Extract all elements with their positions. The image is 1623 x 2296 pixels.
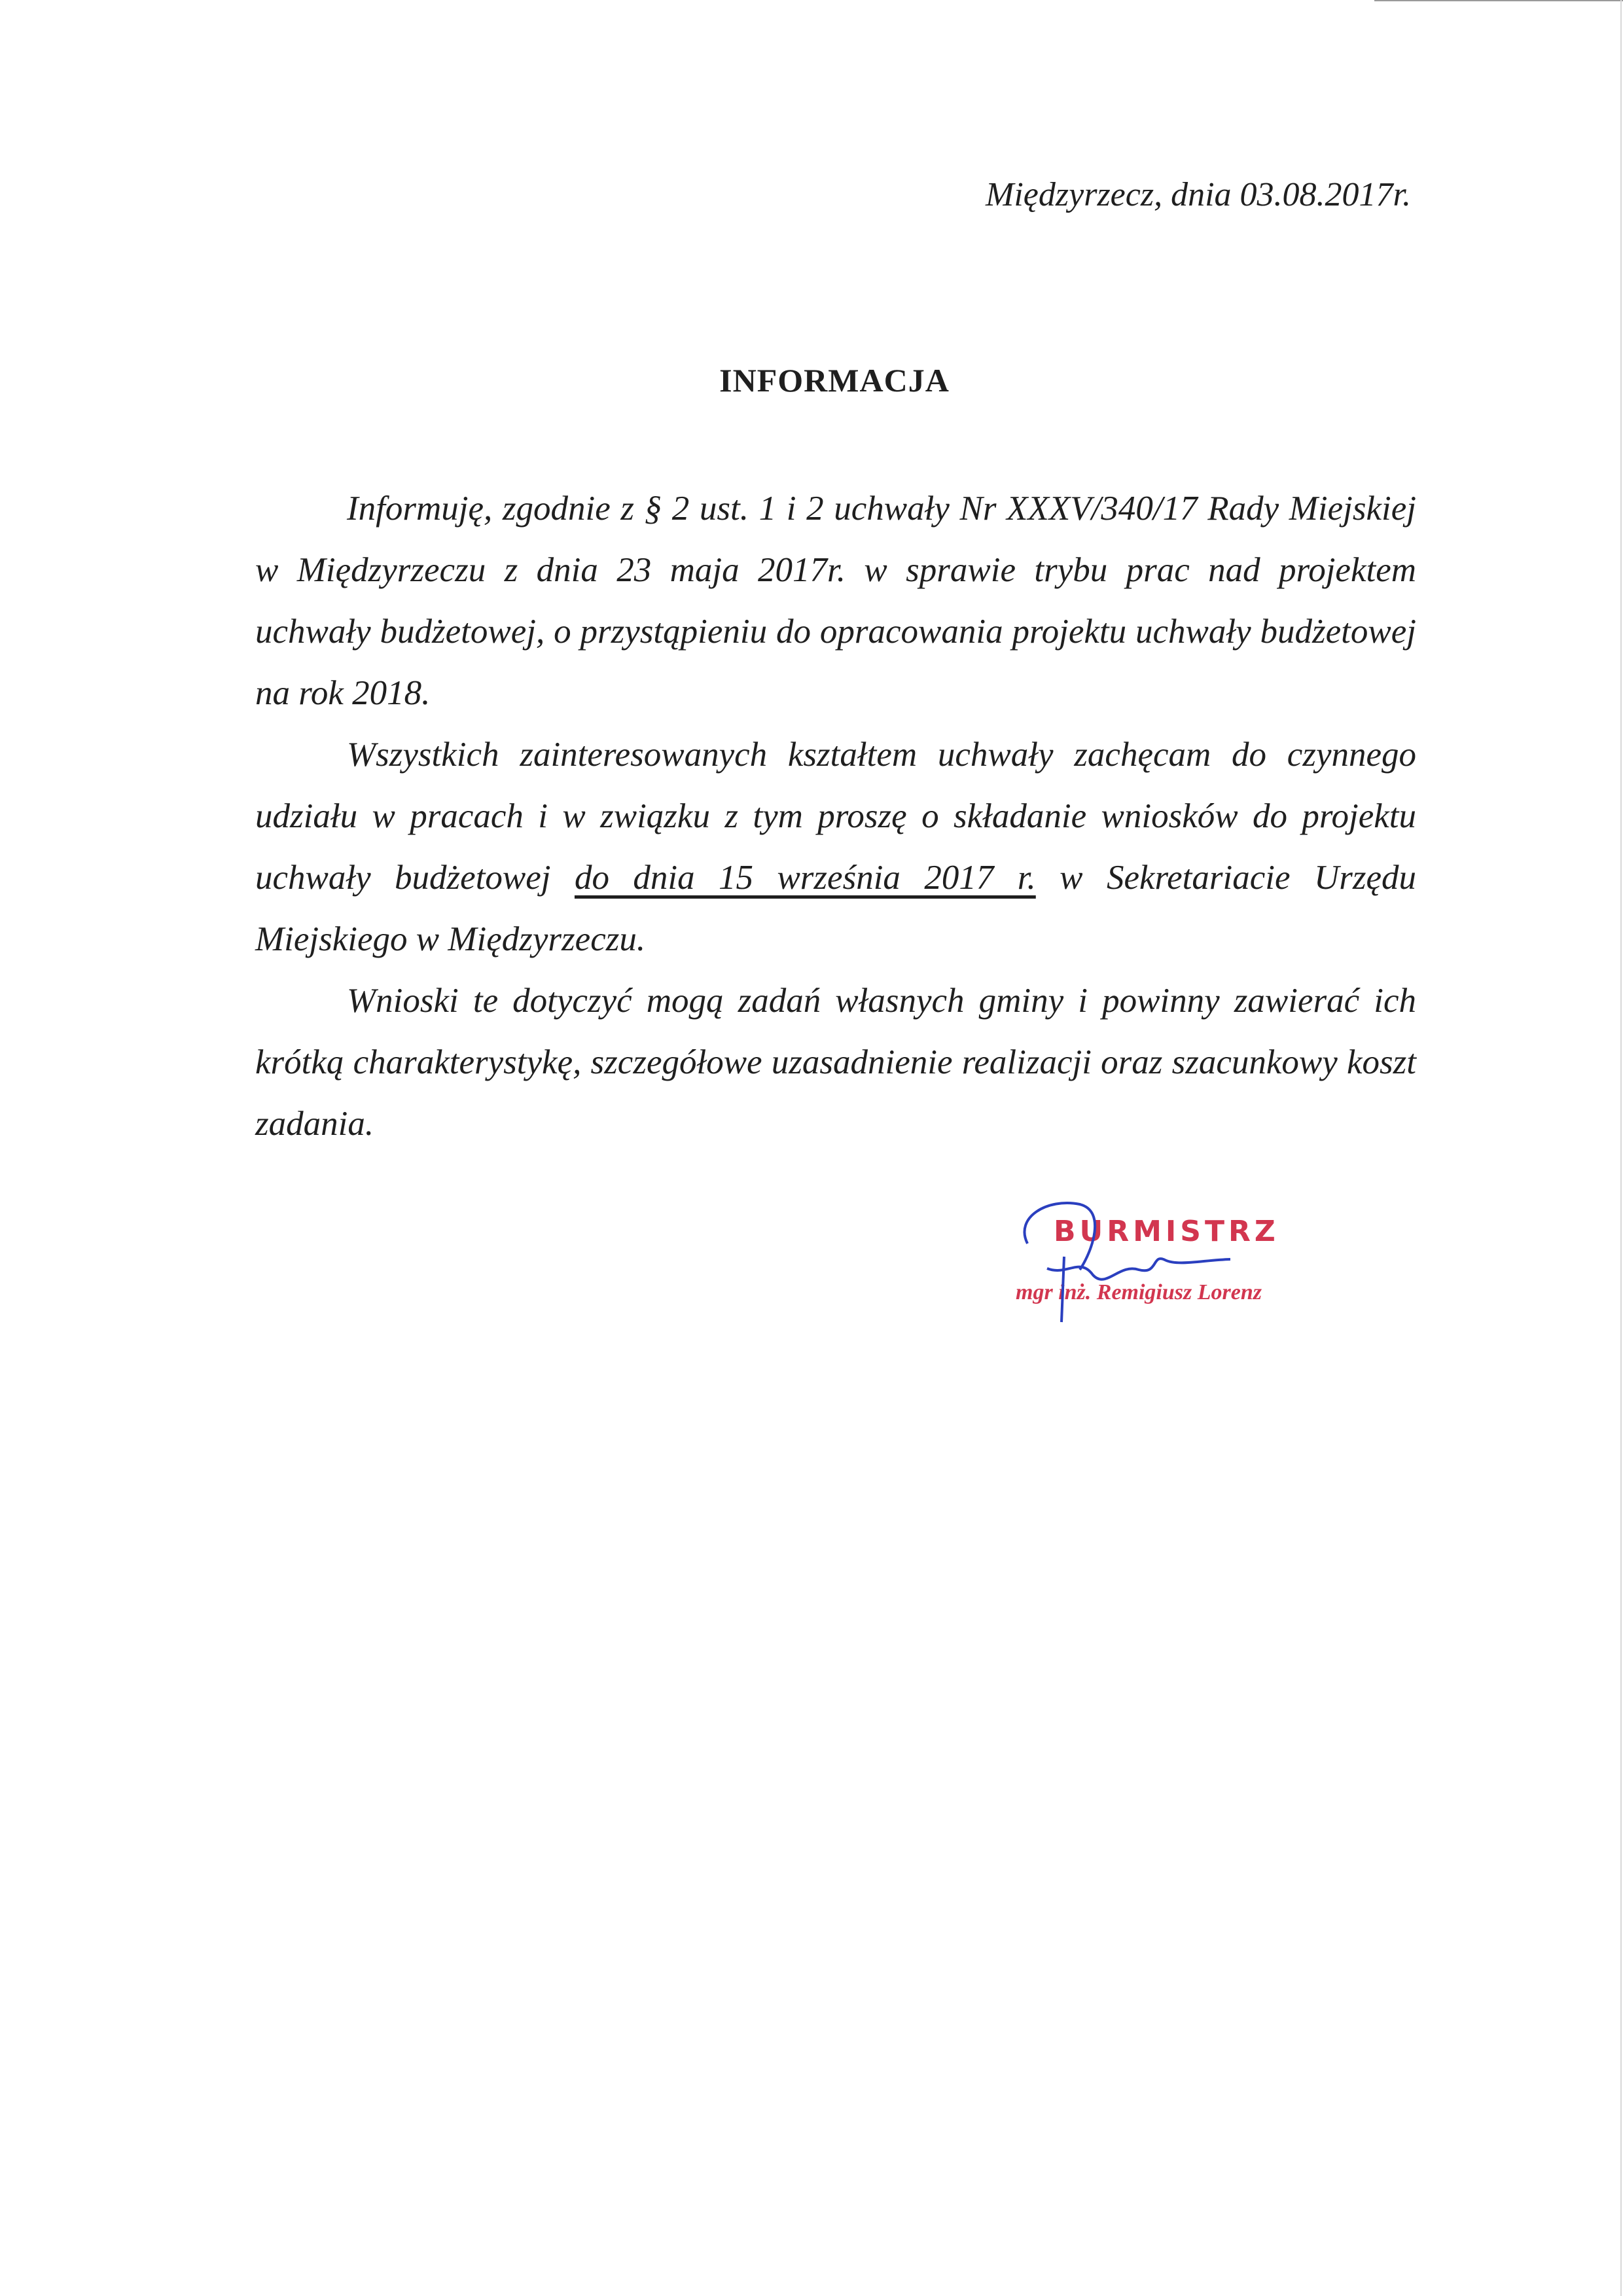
mayor-stamp <box>1008 1191 1309 1335</box>
document-title: INFORMACJA <box>719 362 950 399</box>
stamp-name: mgr inż. Remigiusz Lorenz <box>1016 1280 1262 1304</box>
paragraph-2-text-end: w Sekretariacie Urzędu Miejskiego w Międzyrzeczu. <box>255 859 1417 958</box>
paragraph-1: Informuję, zgodnie z § 2 ust. 1 i 2 uchwały Nr XXXV/340/17 Rady Miejskiej w Międzyrzeczu z dnia 23 maja 2017r. w sprawie trybu prac nad projektem uchwały budżetowej, o przystąpieniu do opracowania projektu uchwały budżetowej na rok 2018. <box>255 490 1416 712</box>
paragraph-2 <box>255 724 1416 970</box>
scan-edge-line <box>1374 0 1623 1</box>
scan-edge-line <box>1620 0 1622 2296</box>
place-date: Międzyrzecz, dnia 03.08.2017r. <box>986 176 1411 213</box>
paragraph-2-text: Wszystkich zainteresowanych kształtem uchwały zachęcam do czynnego udziału w pracach i w związku z tym proszę o składanie wniosków do projektu uchwały budżetowej <box>255 736 1416 897</box>
paragraph-3: Wnioski te dotyczyć mogą zadań własnych gminy i powinny zawierać ich krótką charakterystykę, szczegółowe uzasadnienie realizacji oraz szacunkowy koszt zadania. <box>255 982 1416 1143</box>
handwritten-signature <box>1008 1191 1309 1335</box>
deadline-date: do dnia 15 września 2017 r. <box>574 859 1036 897</box>
stamp-title: BURMISTRZ <box>1054 1215 1279 1248</box>
document-body <box>255 478 1416 1155</box>
